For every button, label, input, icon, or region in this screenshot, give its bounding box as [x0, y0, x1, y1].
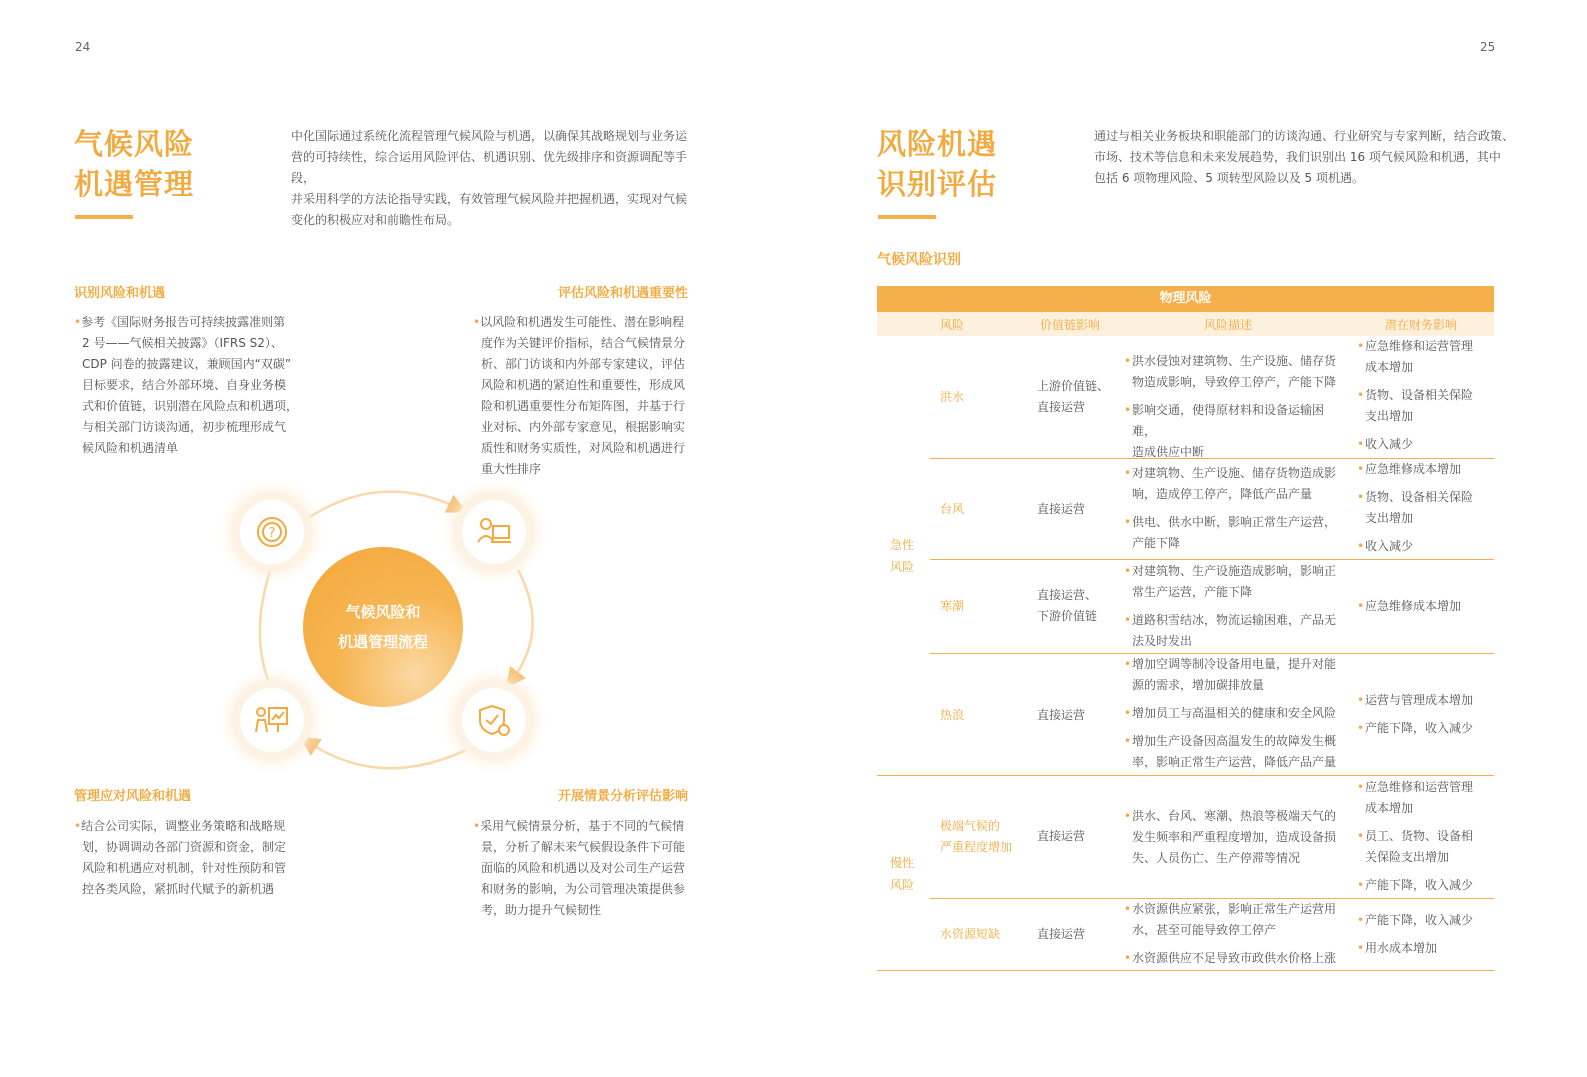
- right-title-underline: [878, 215, 936, 219]
- climate-risk-id-title: 气候风险识别: [877, 252, 961, 268]
- svg-text:?: ?: [268, 526, 276, 541]
- assess-text: •以风险和机遇发生可能性、潜在影响程 度作为关键评价指标，结合气候情景分 析、部门访谈和内外部专家建议，评估 风险和机遇的紧迫性和重要性，形成风 险和机遇重要性分布矩阵图，并基于行 业对标、内外部专家意见，根据影响实 质性和财务实质性，对风险和机遇进行 重大性排序: [473, 315, 686, 476]
- value-chain-water-scarcity: 直接运营: [1037, 927, 1086, 941]
- value-chain-extreme-weather: 直接运营: [1037, 829, 1086, 843]
- description-heat-wave: • 增加空调等制冷设备用电量，提升对能 源的需求，增加碳排放量 • 增加员工与高温相关的健康和安全风险 • 增加生产设备因高温发生的故障发生概 率，影响正常生产运营，降低产品产量: [1124, 657, 1337, 769]
- left-intro: 中化国际通过系统化流程管理气候风险与机遇，以确保其战略规划与业务运 营的可持续性，综合运用风险评估、机遇识别、优先级排序和资源调配等手段， 并采用科学的方法论指导实践，有效管理气候风险并把握机遇，实现对气候 变化的积极应对和前瞻性布局。: [291, 129, 688, 227]
- risk-extreme-weather: 极端气候的 严重程度增加: [940, 819, 1013, 854]
- risk-heat-wave: 热浪: [940, 708, 965, 722]
- row-divider: [930, 559, 1494, 560]
- presenter-computer-icon: [462, 500, 526, 564]
- presentation-chart-icon: [240, 688, 304, 752]
- table-bottom-border: [877, 970, 1494, 971]
- header-financial: 潜在财务影响: [1385, 318, 1458, 332]
- manage-text: •结合公司实际，调整业务策略和战略规 划，协调调动各部门资源和资金，制定 风险和机遇应对机制，针对性预防和管 控各类风险，紧抓时代赋予的新机遇: [74, 819, 287, 896]
- identify-text: •参考《国际财务报告可持续披露准则第 2 号——气候相关披露》（IFRS S2）、 CDP 问卷的披露建议，兼顾国内“双碳” 目标要求，结合外部环境、自身业务模 式和价值链，识别潜在风险点和机遇项， 与相关部门访谈沟通，初步梳理形成气 候风险和机遇清单: [74, 315, 299, 455]
- risk-typhoon: 台风: [940, 502, 965, 516]
- shield-gear-icon: [462, 688, 526, 752]
- right-page-title: [877, 124, 997, 204]
- financial-water-scarcity: • 产能下降，收入减少 • 用水成本增加: [1357, 913, 1474, 955]
- process-center-circle: 气候风险和 机遇管理流程: [303, 547, 463, 707]
- assess-heading: 评估风险和机遇重要性: [558, 286, 689, 301]
- description-cold-wave: • 对建筑物、生产设施造成影响，影响正 常生产运营，产能下降 • 道路积雪结冰，物流运输困难，产品无 法及时发出: [1124, 564, 1337, 648]
- right-title-line2: 识别评估: [877, 167, 998, 201]
- financial-cold-wave: • 应急维修成本增加: [1357, 599, 1462, 613]
- description-water-scarcity: • 水资源供应紧张，影响正常生产运营用 水，甚至可能导致停工停产 • 水资源供应不足导致市政供水价格上涨: [1124, 902, 1337, 965]
- header-value-chain: 价值链影响: [1040, 318, 1101, 332]
- financial-flood: • 应急维修和运营管理 成本增加 • 货物、设备相关保险 支出增加 • 收入减少: [1357, 339, 1474, 451]
- table-group-title: 物理风险: [877, 286, 1494, 312]
- page-number-left: 24: [75, 40, 91, 54]
- description-typhoon: • 对建筑物、生产设施、储存货物造成影 响，造成停工停产，降低产品产量 • 供电、供水中断，影响正常生产运营， 产能下降: [1124, 466, 1337, 550]
- value-chain-typhoon: 直接运营: [1037, 502, 1086, 516]
- financial-extreme-weather: • 应急维修和运营管理 成本增加 • 员工、货物、设备相 关保险支出增加 • 产能下降，收入减少: [1357, 780, 1474, 892]
- value-chain-heat-wave: 直接运营: [1037, 708, 1086, 722]
- physical-risk-table: [877, 286, 1494, 336]
- page-number-right: 25: [1480, 40, 1496, 54]
- target-question-icon: [240, 500, 304, 564]
- header-risk: 风险: [940, 318, 965, 332]
- right-title-line1: 风险机遇: [877, 127, 998, 161]
- left-title-line2: 机遇管理: [74, 167, 195, 201]
- identify-heading: 识别风险和机遇: [74, 286, 166, 301]
- risk-flood: 洪水: [940, 390, 965, 404]
- scenario-heading: 开展情景分析评估影响: [558, 789, 689, 804]
- left-title-line1: 气候风险: [74, 127, 195, 161]
- table-header-row: [877, 312, 1494, 336]
- header-description: 风险描述: [1204, 318, 1253, 332]
- risk-cold-wave: 寒潮: [940, 599, 965, 613]
- risk-water-scarcity: 水资源短缺: [940, 927, 1001, 941]
- left-page-title: [74, 124, 194, 204]
- right-intro: 通过与相关业务板块和职能部门的访谈沟通、行业研究与专家判断，结合政策、 市场、技术等信息和未来发展趋势，我们识别出 16 项气候风险和机遇，其中 包括 6 项物理风险、5 项转型风险以及 5 项机遇。: [1094, 129, 1515, 185]
- left-title-underline: [75, 215, 133, 219]
- value-chain-cold-wave: 直接运营、 下游价值链: [1037, 588, 1098, 623]
- category-chronic: 慢性 风险: [889, 856, 914, 892]
- financial-typhoon: • 应急维修成本增加 • 货物、设备相关保险 支出增加 • 收入减少: [1357, 462, 1474, 553]
- description-flood: • 洪水侵蚀对建筑物、生产设施、储存货 物造成影响，导致停工停产，产能下降 • 影响交通，使得原材料和设备运输困难， 造成供应中断: [1124, 354, 1337, 459]
- category-divider: [877, 775, 1494, 776]
- value-chain-flood: 上游价值链、 直接运营: [1037, 379, 1110, 414]
- financial-heat-wave: • 运营与管理成本增加 • 产能下降，收入减少: [1357, 693, 1474, 735]
- description-extreme-weather: • 洪水、台风、寒潮、热浪等极端天气的 发生频率和严重程度增加，造成设备损 失、人员伤亡、生产停滞等情况: [1124, 809, 1337, 865]
- scenario-text: •采用气候情景分析，基于不同的气候情 景，分析了解未来气候假设条件下可能 面临的风险和机遇以及对公司生产运营 和财务的影响，为公司管理决策提供参 考，助力提升气候韧性: [473, 819, 686, 917]
- category-acute: 急性 风险: [889, 538, 914, 574]
- manage-heading: 管理应对风险和机遇: [74, 789, 192, 804]
